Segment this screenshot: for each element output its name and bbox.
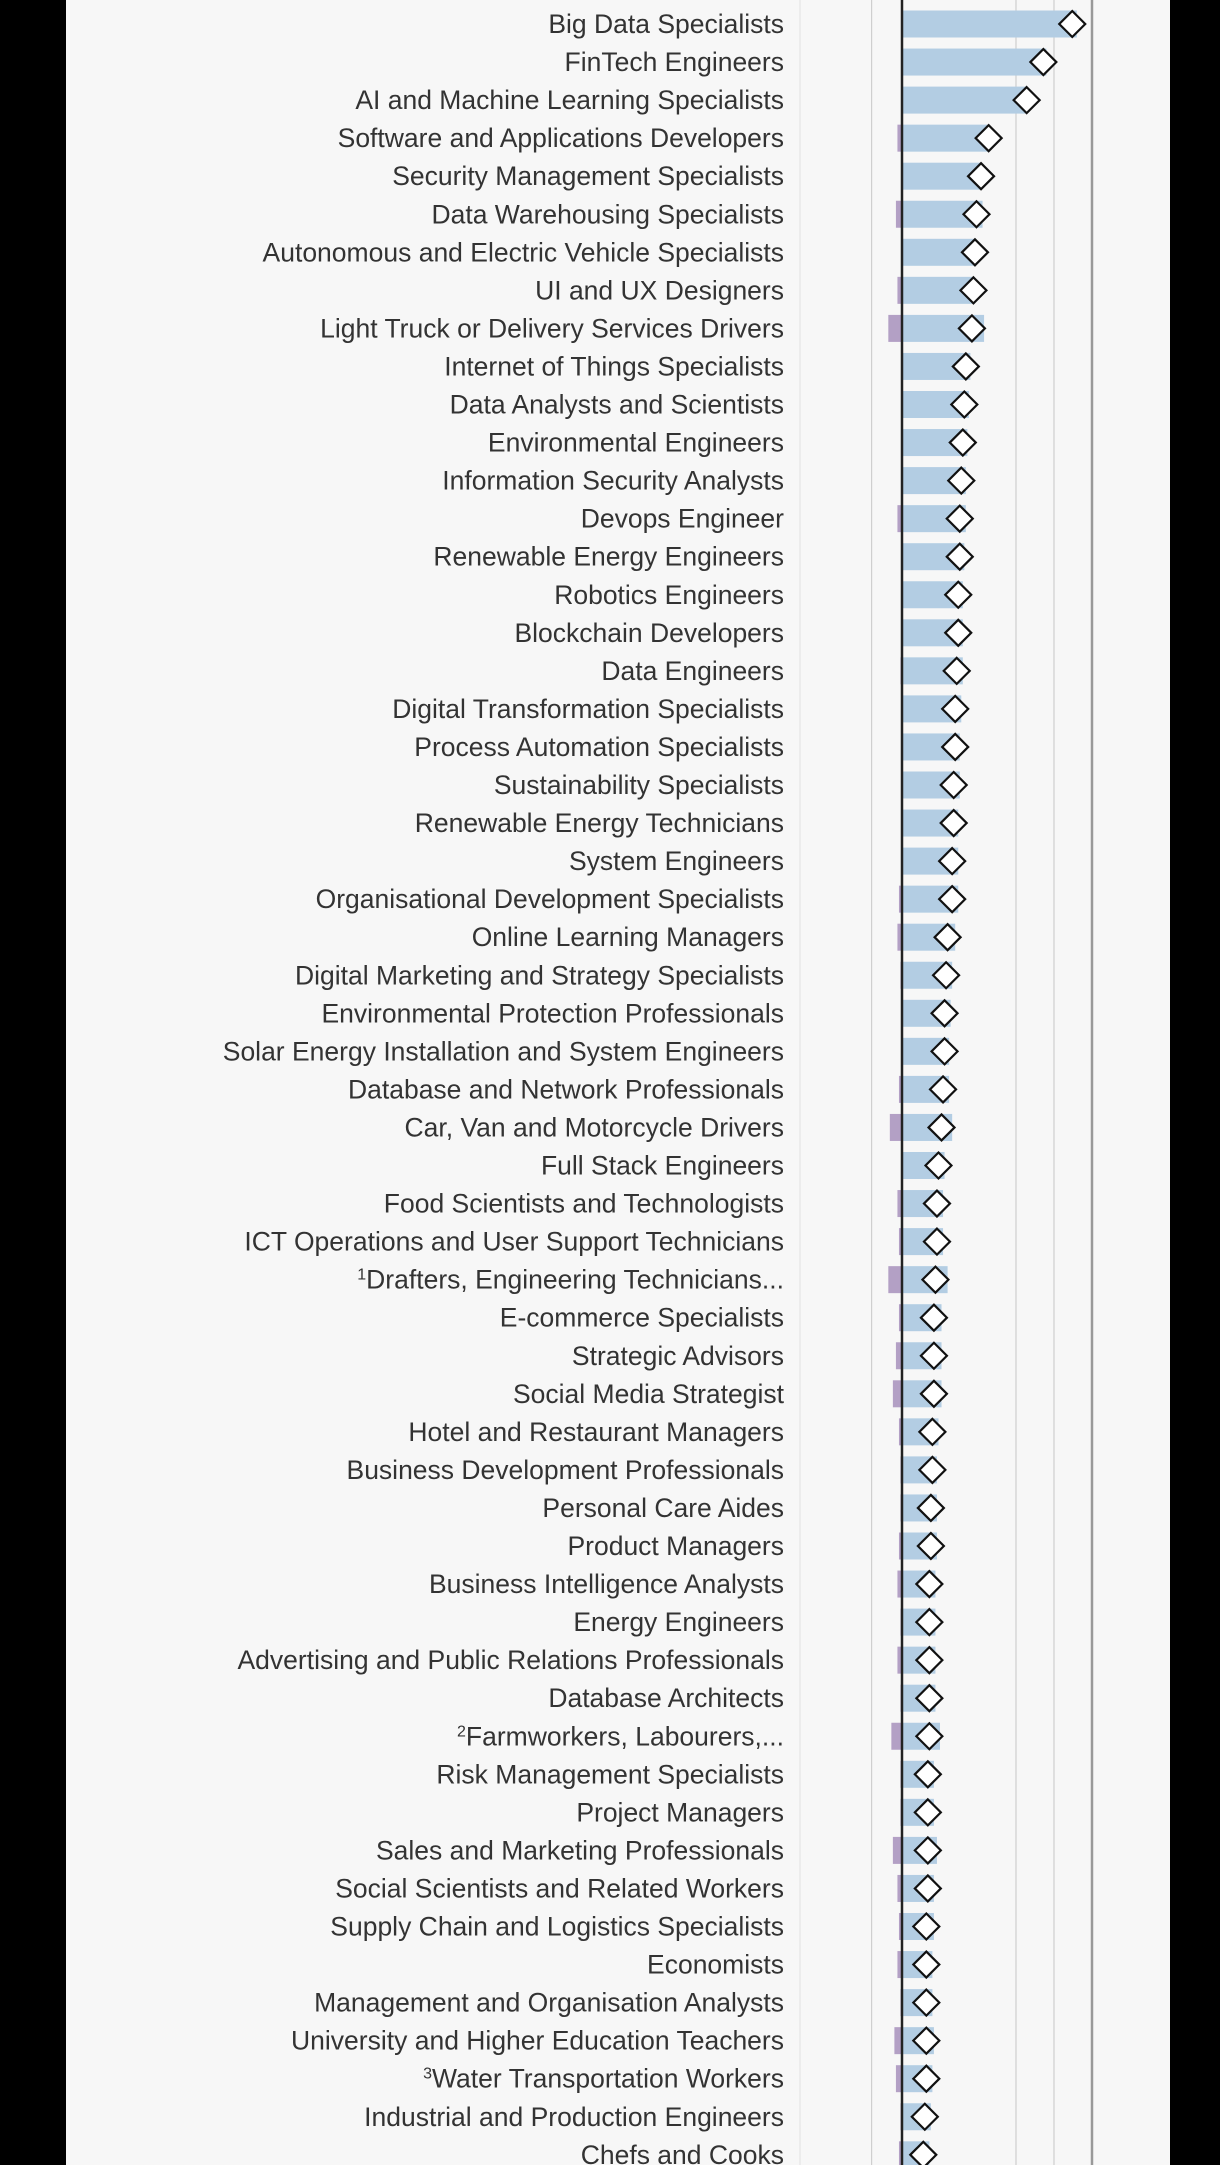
row-label: Food Scientists and Technologists <box>383 1188 784 1219</box>
row-label: Industrial and Production Engineers <box>364 2101 784 2132</box>
row-label: Product Managers <box>567 1531 784 1561</box>
row-label: ICT Operations and User Support Technicians <box>244 1226 784 1257</box>
row-label: Autonomous and Electric Vehicle Specialists <box>262 237 784 268</box>
row-label: Risk Management Specialists <box>436 1759 784 1790</box>
row-label: FinTech Engineers <box>564 47 784 78</box>
row-label: Environmental Engineers <box>487 427 784 458</box>
row-label: Organisational Development Specialists <box>315 884 784 915</box>
footnote-marker: 2 <box>457 1723 466 1741</box>
row-label: Online Learning Managers <box>471 922 784 953</box>
row-label: E-commerce Specialists <box>499 1302 784 1333</box>
row-label: Solar Energy Installation and System Engineers <box>222 1036 784 1067</box>
row-label: Database Architects <box>548 1683 784 1714</box>
row-label: Information Security Analysts <box>442 465 784 496</box>
row-label: Digital Marketing and Strategy Specialists <box>294 960 784 991</box>
bar-chart <box>66 0 1170 2165</box>
bar-negative <box>893 1837 902 1864</box>
bar-negative <box>890 1114 902 1141</box>
row-label: UI and UX Designers <box>535 275 784 306</box>
row-label: Devops Engineer <box>580 503 784 534</box>
row-label: Social Scientists and Related Workers <box>335 1873 784 1904</box>
row-label: Chefs and Cooks <box>580 2139 784 2165</box>
row-label: Economists <box>647 1949 784 1980</box>
row-label-text: Farmworkers, Labourers,... <box>465 1721 784 1752</box>
bar-positive <box>902 87 1027 114</box>
row-label <box>357 1265 784 1295</box>
row-label <box>457 1721 784 1751</box>
row-label: Light Truck or Delivery Services Drivers <box>320 313 784 344</box>
row-label: Energy Engineers <box>573 1607 784 1638</box>
row-label: System Engineers <box>568 846 784 877</box>
row-label: Hotel and Restaurant Managers <box>408 1416 784 1447</box>
row-label: Sales and Marketing Professionals <box>375 1835 784 1866</box>
bar-negative <box>893 1380 902 1407</box>
row-label: Data Warehousing Specialists <box>431 199 784 230</box>
row-label: Renewable Energy Engineers <box>433 541 784 572</box>
row-label: Security Management Specialists <box>392 161 784 192</box>
row-label: Data Analysts and Scientists <box>449 389 784 420</box>
footnote-marker: 3 <box>423 2065 433 2083</box>
row-label: Blockchain Developers <box>514 617 784 648</box>
chart-panel <box>66 0 1170 2165</box>
row-label: Social Media Strategist <box>512 1378 784 1409</box>
row-label: Supply Chain and Logistics Specialists <box>330 1911 784 1942</box>
row-label: Big Data Specialists <box>548 9 784 39</box>
row-label: Full Stack Engineers <box>540 1150 784 1181</box>
row-label: AI and Machine Learning Specialists <box>355 85 784 116</box>
row-label: Digital Transformation Specialists <box>392 693 784 724</box>
bar-positive <box>902 49 1046 76</box>
bar-negative <box>891 1723 902 1750</box>
row-label: Personal Care Aides <box>542 1492 784 1523</box>
bar-negative <box>888 1266 902 1293</box>
row-label: Process Automation Specialists <box>414 731 784 762</box>
row-label: Management and Organisation Analysts <box>314 1987 784 2018</box>
footnote-marker: 1 <box>357 1266 367 1284</box>
row-label: Robotics Engineers <box>554 579 784 610</box>
row-label: Sustainability Specialists <box>493 770 784 800</box>
row-label: Software and Applications Developers <box>337 123 784 154</box>
row-label: Advertising and Public Relations Professionals <box>237 1645 784 1676</box>
row-label: Project Managers <box>576 1797 784 1828</box>
row-label: Car, Van and Motorcycle Drivers <box>404 1112 784 1143</box>
row-label <box>423 2064 784 2094</box>
row-label: Business Development Professionals <box>346 1454 784 1485</box>
row-label: Business Intelligence Analysts <box>428 1569 784 1600</box>
bar-positive <box>902 11 1077 38</box>
row-label: University and Higher Education Teachers <box>291 2025 784 2056</box>
row-label-text: Drafters, Engineering Technicians... <box>366 1264 784 1295</box>
row-label-text: Water Transportation Workers <box>432 2063 784 2094</box>
bar-negative <box>888 315 902 342</box>
row-label: Renewable Energy Technicians <box>414 808 784 839</box>
row-label: Internet of Things Specialists <box>444 351 784 382</box>
row-label: Database and Network Professionals <box>347 1074 784 1105</box>
row-label: Strategic Advisors <box>571 1340 784 1371</box>
row-label: Data Engineers <box>601 655 784 686</box>
row-label: Environmental Protection Professionals <box>321 998 784 1029</box>
